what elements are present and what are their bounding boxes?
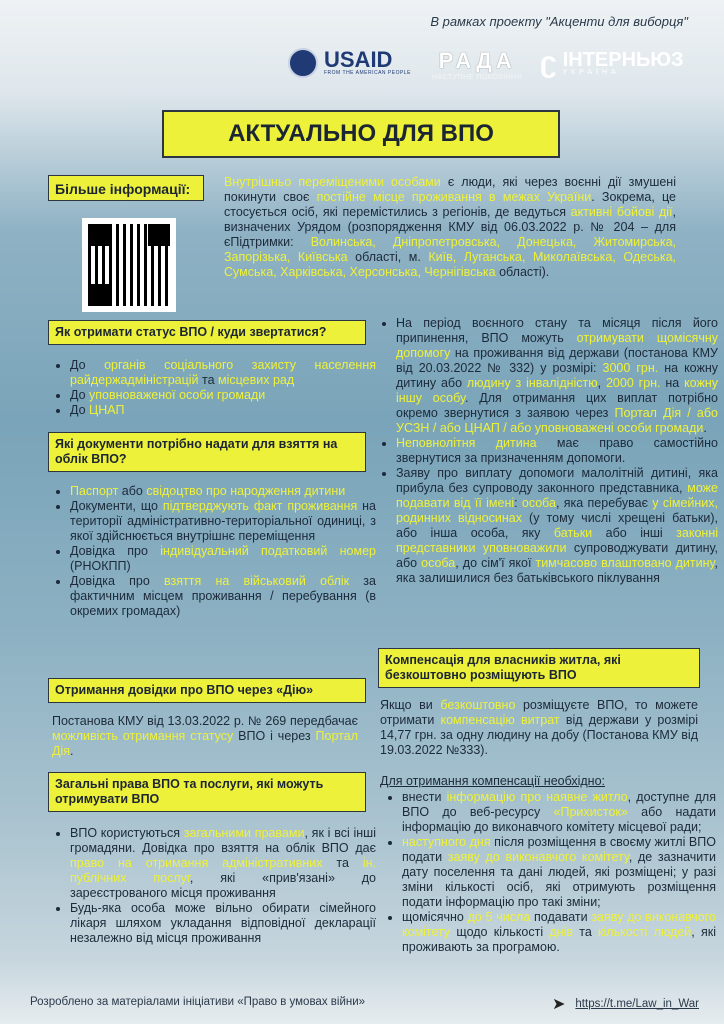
- list-item: • Довідка про індивідуальний податковий номер (РНОКПП): [70, 544, 376, 574]
- compensation-steps-list: [384, 790, 716, 955]
- rada-logo: [432, 48, 522, 81]
- section-documents-title: Які документи потрібно надати для взяття на облік ВПО?: [48, 432, 366, 472]
- section-compensation-title: Компенсація для власників житла, які безкоштовно розміщують ВПО: [378, 648, 700, 688]
- compensation-steps-title: Для отримання компенсації необхідно:: [380, 774, 605, 788]
- diia-paragraph: Постанова КМУ від 13.03.2022 р. № 269 передбачає можливість отримання статусу ВПО і через Портал Дія.: [52, 714, 358, 758]
- internews-logo: [540, 48, 684, 78]
- telegram-icon: ➤: [552, 996, 566, 1013]
- list-item: • Паспорт або свідоцтво про народження дитини: [70, 484, 376, 499]
- list-item: • ВПО користуються загальними правами, як і всі інші громадяни. Довідка про взяття на облік ВПО дає право на отримання адміністративних та ін. публічних послуг, які «прив'язані» до зареєстрованого місця проживання: [70, 826, 376, 901]
- more-info-label: Більше інформації:: [48, 175, 204, 201]
- list-item: • До органів соціального захисту населення райдержадміністрацій та місцевих рад: [70, 358, 376, 388]
- assistance-list: [378, 316, 718, 586]
- internews-sub: УКРАЇНА: [562, 68, 620, 76]
- list-item: • наступного дня після розміщення в своєму житлі ВПО подати заяву до виконавчого комітету, де зазначити дату поселення та дані людей, які розміщені; у разі зміни кількості осіб, які отримують розміщення подати інформацію про такі зміни;: [402, 835, 716, 910]
- footer-credit: Розроблено за матеріалами ініціативи «Право в умовах війни»: [30, 996, 366, 1008]
- list-item: • Документи, що підтверджують факт проживання на території адміністративно-територіальної одиниці, з якої здійснюється внутрішнє переміщення: [70, 499, 376, 544]
- usaid-name: USAID: [324, 47, 393, 72]
- list-item: • До уповноваженої особи громади: [70, 388, 376, 403]
- rada-name: РАДА: [438, 48, 516, 73]
- list-item: • Заяву про виплату допомоги малолітній дитині, яка прибула без супроводу законного представника, може подавати від її імені: особа, яка перебуває у сімейних, родинних відносинах (у тому числі хрещені батьки), або інша особа, яку батьки або інші законні представники уповноважили супроводжувати дитину, або особа, до сім'ї якої тимчасово влаштовано дитину, яка залишилися без батьківського піклування: [396, 466, 718, 586]
- list-item: • Неповнолітня дитина має право самостійно звернутися за призначенням допомоги.: [396, 436, 718, 466]
- telegram-url[interactable]: https://t.me/Law_in_War: [575, 998, 699, 1010]
- rights-list: [52, 826, 376, 946]
- internews-icon: ʗ: [540, 46, 557, 79]
- project-caption: В рамках проекту "Акценти для виборця": [430, 14, 688, 29]
- section-rights-title: Загальні права ВПО та послуги, які можуть отримувати ВПО: [48, 772, 366, 812]
- page-title: АКТУАЛЬНО ДЛЯ ВПО: [162, 110, 560, 158]
- list-item: • щомісячно до 5 числа подавати заяву до виконавчого комітету щодо кількості днів та кількості людей, які проживають за програмою.: [402, 910, 716, 955]
- internews-name: ІНТЕРНЬЮЗ: [562, 48, 684, 71]
- section-status-title: Як отримати статус ВПО / куди звертатися?: [48, 320, 366, 345]
- usaid-sub: FROM THE AMERICAN PEOPLE: [324, 70, 411, 76]
- section-diia-title: Отримання довідки про ВПО через «Дію»: [48, 678, 366, 703]
- list-item: • Довідка про взяття на військовий облік за фактичним місцем проживання / перебування (в окремих громадах): [70, 574, 376, 619]
- telegram-link[interactable]: [552, 994, 699, 1014]
- usaid-logo: [288, 48, 411, 78]
- list-item: • До ЦНАП: [70, 403, 376, 418]
- list-item: • На період воєнного стану та місяця після його припинення, ВПО можуть отримувати щомісячну допомогу на проживання від держави (постанова КМУ від 20.03.2022 № 332) у розмірі: 3000 грн. на кожну дитину або людину з інвалідністю, 2000 грн. на кожну іншу особу. Для отримання цих виплат потрібно окремо звернутися з заявою через Портал Дія / або УСЗН / або ЦНАП / або уповноважені особи громади.: [396, 316, 718, 436]
- documents-list: [52, 484, 376, 619]
- qr-code[interactable]: [82, 218, 176, 312]
- usaid-seal-icon: [288, 48, 318, 78]
- list-item: • Будь-яка особа може вільно обирати сімейного лікаря шляхом укладання відповідної декларації незалежно від місця проживання: [70, 901, 376, 946]
- intro-paragraph: Внутрішньо переміщеними особами є люди, які через воєнні дії змушені покинути своє постійне місце проживання в межах України. Зокрема, це стосується осіб, які перемістились з регіонів, де ведуться активні бойові дії, визначених Урядом (розпорядження КМУ від 06.03.2022 р. № 204 – для єПідтримки: Волинська, Дніпропетровська, Донецька, Житомирська, Запорізька, Київська області, м. Київ, Луганська, Миколаївська, Одеська, Сумська, Харківська, Херсонська, Чернігівська області).: [224, 175, 677, 279]
- rada-sub: НАСТУПНЕ ПОКОЛІННЯ: [432, 74, 523, 81]
- list-item: • внести інформацію про наявне житло, доступне для ВПО до веб-ресурсу «Прихисток» або надати інформацію до виконавчого комітету місцевої ради;: [402, 790, 716, 835]
- status-list: [52, 358, 376, 418]
- compensation-paragraph: Якщо ви безкоштовно розміщуєте ВПО, то можете отримати компенсацію витрат від держави у розмірі 14,77 грн. за одну людину на добу (Постанова КМУ від 19.03.2022 №333).: [380, 698, 698, 757]
